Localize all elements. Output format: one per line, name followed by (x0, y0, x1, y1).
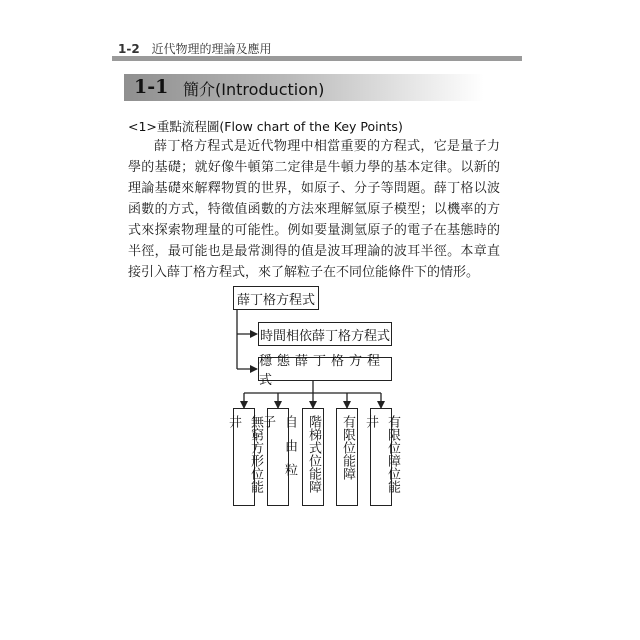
flow-time-dependent-box: 時間相依薛丁格方程式 (258, 322, 392, 346)
flow-root-box: 薛丁格方程式 (233, 286, 319, 310)
body-paragraph: 薛丁格方程式是近代物理中相當重要的方程式，它是量子力學的基礎；就好像牛頓第二定律是牛頓力學的基本定律。以新的理論基礎來解釋物質的世界，如原子、分子等問題。薛丁格以波函數的方式，特徵值函數的方法來理解氫原子模型；以機率的方式來探索物理量的可能性。例如要量測氫原子的電子在基態時的半徑，最可能也是最常測得的值是波耳理論的波耳半徑。本章直接引入薛丁格方程式，來了解粒子在不同位能條件下的情形。 (128, 139, 500, 280)
flow-leaf-step-barrier: 階梯式位能障 (302, 408, 324, 506)
section-number: 1-1 (134, 76, 169, 98)
section-title: 簡介(Introduction) (183, 80, 325, 99)
flow-leaf-finite-well: 有限位障位能井 (370, 408, 392, 506)
book-title: 近代物理的理論及應用 (151, 42, 272, 56)
flow-leaf-infinite-well: 無窮方形位能井 (233, 408, 255, 506)
flow-stationary-box: 穩態薛丁格方程式 (258, 357, 392, 381)
flow-leaf-finite-barrier: 有限位能障 (336, 408, 358, 506)
flow-leaf-free-particle: 自由粒子 (267, 408, 289, 506)
page-number: 1-2 (118, 42, 140, 56)
subheading: <1>重點流程圖(Flow chart of the Key Points) (128, 119, 403, 134)
